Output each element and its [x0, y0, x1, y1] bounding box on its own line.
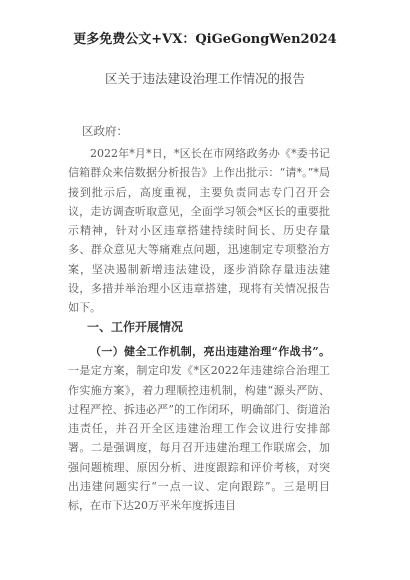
- section-heading: 一、工作开展情况: [87, 320, 184, 334]
- intro-paragraph-text: 2022年*月*日，*区长在市网络政务办《*委书记信箱群众来信数据分析报告》上作出批示：“请*。”*局接到批示后，高度重视，主要负责同志专门召开会议，走访调查听取意见，全面学习领会*区长的重要批示精神，针对小区违章搭建持续时间长、历史存量多、群众意见大等痛难点问题，迅速制定专项整治方案，坚决遏制新增违法建设，逐步消除存量违法建设，多措并举治理小区违章搭建，现将有关情况报告如下。: [68, 147, 330, 315]
- document-title: 区关于违法建设治理工作情况的报告: [104, 71, 305, 86]
- watermark-header: 更多免费公文+VX：QiGeGongWen2024: [73, 32, 337, 47]
- intro-paragraph: [68, 144, 330, 318]
- subheading: （一）健全工作机制，亮出违建治理“作战书”。: [90, 345, 330, 358]
- body-paragraph: [68, 342, 330, 516]
- body-paragraph-text: 一是定方案，制定印发《*区2022年违建综合治理工作实施方案》，着力理顺控违机制，构建“源头严防、过程严控、拆违必严”的工作闭环，明确部门、街道治违责任，并召开全区违建治理工作会议进行安排部署。二是强调度，每月召开违建治理工作联席会，加强问题梳理、原因分析、进度跟踪和评价考核，对突出违建问题实行“一点一议、定向跟踪”。三是明目标，在市下达20万平米年度拆违目: [68, 364, 330, 513]
- addressee: 区政府：: [82, 124, 128, 138]
